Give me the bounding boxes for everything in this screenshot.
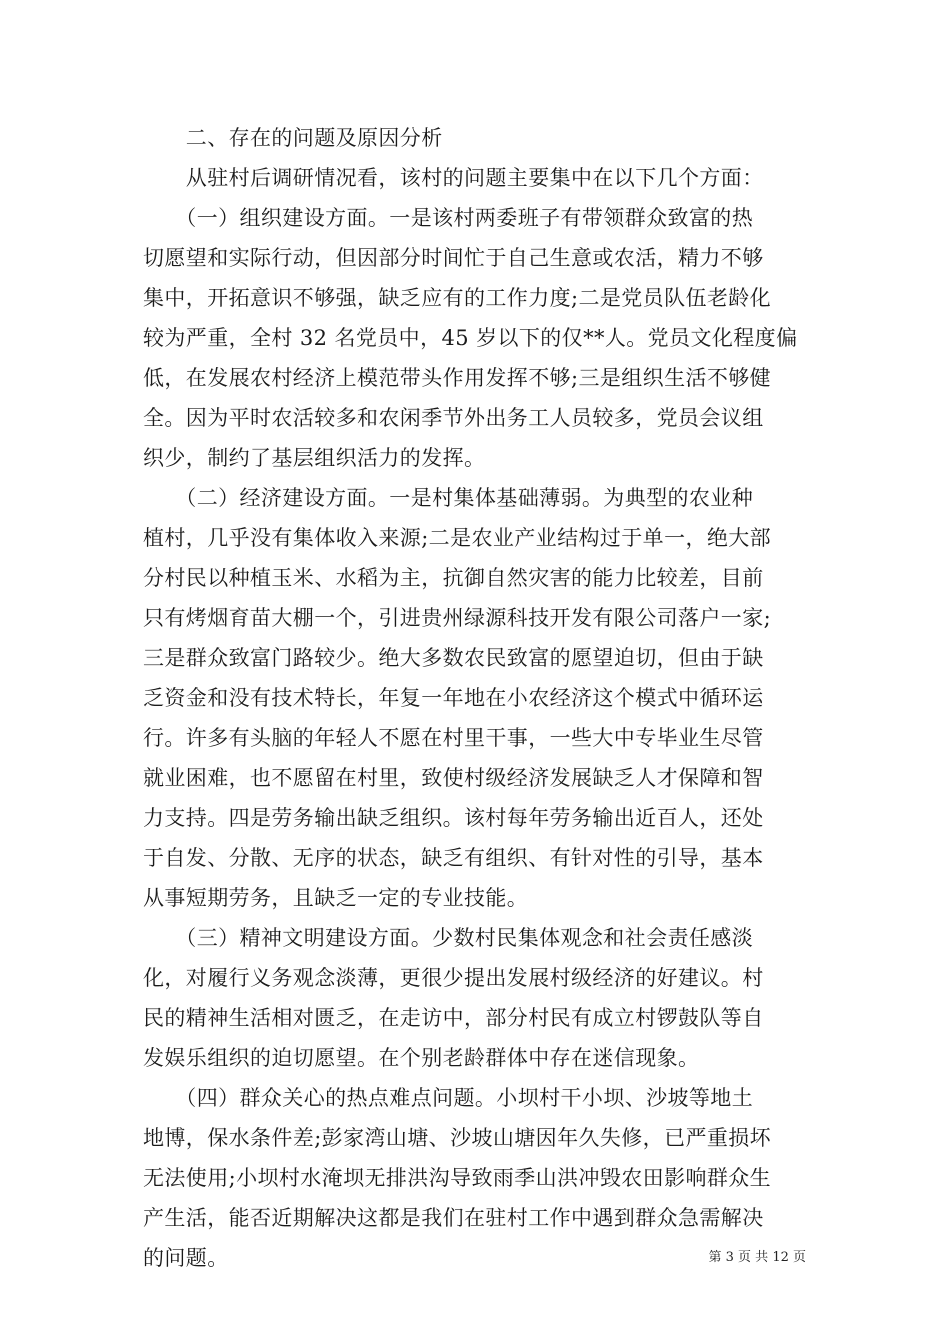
text-line: 织少，制约了基层组织活力的发挥。 xyxy=(143,446,486,470)
text-line: 力支持。四是劳务输出缺乏组织。该村每年劳务输出近百人，还处 xyxy=(143,806,764,830)
paragraph-section-2 xyxy=(143,478,807,918)
text-line: 民的精神生活相对匮乏，在走访中，部分村民有成立村锣鼓队等自 xyxy=(143,1006,764,1030)
text-line: 地博，保水条件差;彭家湾山塘、沙坡山塘因年久失修，已严重损坏 xyxy=(143,1126,772,1150)
text-line: 从事短期劳务，且缺乏一定的专业技能。 xyxy=(143,886,529,910)
paragraph-section-3 xyxy=(143,918,807,1078)
text-line: 的问题。 xyxy=(143,1246,229,1270)
text-line: 较为严重，全村 32 名党员中，45 岁以下的仅**人。党员文化程度偏 xyxy=(143,326,798,350)
text-line: 切愿望和实际行动，但因部分时间忙于自己生意或农活，精力不够 xyxy=(143,246,764,270)
text-line: （三）精神文明建设方面。少数村民集体观念和社会责任感淡 xyxy=(143,926,754,950)
page-number: 第 3 页 共 12 页 xyxy=(708,1250,806,1265)
paragraph-intro xyxy=(143,158,807,198)
text-line: 化，对履行义务观念淡薄，更很少提出发展村级经济的好建议。村 xyxy=(143,966,764,990)
text-line: 就业困难，也不愿留在村里，致使村级经济发展缺乏人才保障和智 xyxy=(143,766,764,790)
text-line: 乏资金和没有技术特长，年复一年地在小农经济这个模式中循环运 xyxy=(143,686,764,710)
paragraph-section-1 xyxy=(143,198,807,478)
text-line: 植村，几乎没有集体收入来源;二是农业产业结构过于单一，绝大部 xyxy=(143,526,772,550)
text-line: 二、存在的问题及原因分析 xyxy=(143,126,443,150)
text-line: 从驻村后调研情况看，该村的问题主要集中在以下几个方面： xyxy=(143,166,764,190)
text-line: 集中，开拓意识不够强，缺乏应有的工作力度;二是党员队伍老龄化 xyxy=(143,286,772,310)
text-line: 低，在发展农村经济上模范带头作用发挥不够;三是组织生活不够健 xyxy=(143,366,772,390)
text-line: 产生活，能否近期解决这都是我们在驻村工作中遇到群众急需解决 xyxy=(143,1206,764,1230)
paragraph-heading xyxy=(143,118,807,158)
text-line: 只有烤烟育苗大棚一个，引进贵州绿源科技开发有限公司落户一家; xyxy=(143,606,772,630)
text-line: 无法使用;小坝村水淹坝无排洪沟导致雨季山洪冲毁农田影响群众生 xyxy=(143,1166,772,1190)
text-line: 行。许多有头脑的年轻人不愿在村里干事，一些大中专毕业生尽管 xyxy=(143,726,764,750)
text-line: 三是群众致富门路较少。绝大多数农民致富的愿望迫切，但由于缺 xyxy=(143,646,764,670)
text-line: 分村民以种植玉米、水稻为主，抗御自然灾害的能力比较差，目前 xyxy=(143,566,764,590)
text-line: 发娱乐组织的迫切愿望。在个别老龄群体中存在迷信现象。 xyxy=(143,1046,700,1070)
text-line: 全。因为平时农活较多和农闲季节外出务工人员较多，党员会议组 xyxy=(143,406,764,430)
text-line: （四）群众关心的热点难点问题。小坝村干小坝、沙坡等地土 xyxy=(143,1086,754,1110)
text-line: 于自发、分散、无序的状态，缺乏有组织、有针对性的引导，基本 xyxy=(143,846,764,870)
text-line: （一）组织建设方面。一是该村两委班子有带领群众致富的热 xyxy=(143,206,754,230)
document-body xyxy=(143,118,807,1278)
text-line: （二）经济建设方面。一是村集体基础薄弱。为典型的农业种 xyxy=(143,486,754,510)
